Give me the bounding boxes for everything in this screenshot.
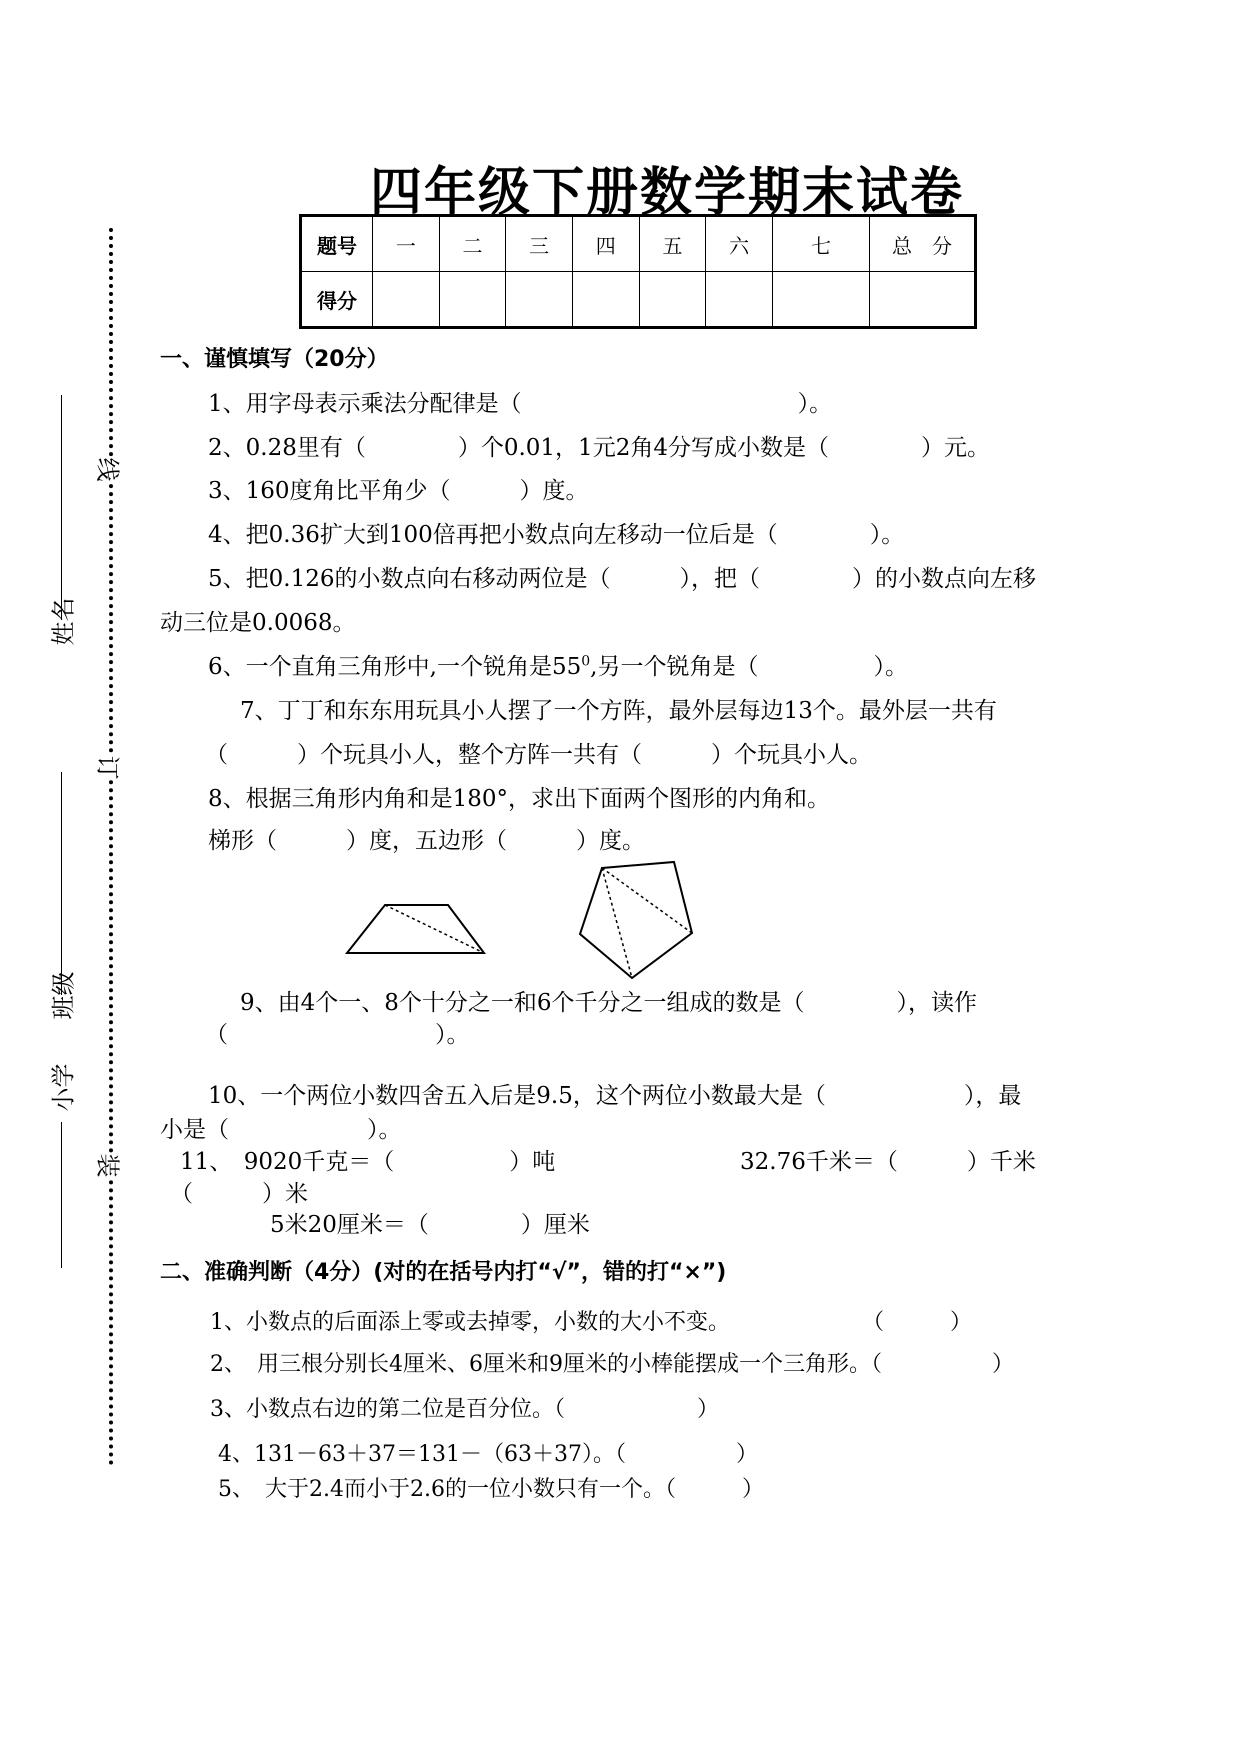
- question-2-5: 5、 大于2.4而小于2.6的一位小数只有一个。（ ）: [218, 1477, 764, 1502]
- trapezoid-diagonal: [385, 905, 484, 953]
- score-column-header: 四: [572, 216, 639, 272]
- question-2-3: 3、小数点右边的第二位是百分位。（ ）: [210, 1397, 719, 1422]
- question-1-11-part3: （ ）米: [170, 1181, 308, 1207]
- score-table-row-label: 得分: [301, 272, 373, 328]
- score-table-row-label: 题号: [301, 216, 373, 272]
- section1-heading: 一、谨慎填写（20分）: [160, 347, 389, 372]
- question-1-11-part2: 32.76千米＝（ ）千米: [740, 1149, 1036, 1175]
- question-1-10-line1: 10、一个两位小数四舍五入后是9.5，这个两位小数最大是（ ），最: [208, 1083, 1022, 1109]
- question-1-8-line1: 8、根据三角形内角和是180°，求出下面两个图形的内角和。: [208, 786, 831, 812]
- question-1-11-part1: 11、 9020千克＝（ ）吨: [180, 1149, 556, 1175]
- score-column-header: 二: [439, 216, 506, 272]
- question-1-6-part1: 6、一个直角三角形中,一个锐角是55: [208, 654, 582, 680]
- question-1-9-line2: （ ）。: [205, 1022, 470, 1048]
- class-label: 班级: [49, 971, 78, 1020]
- page-title: 四年级下册数学期末试卷: [370, 163, 965, 223]
- question-1-5-line2: 动三位是0.0068。: [160, 610, 356, 636]
- binding-label-zhuang: 装: [93, 1154, 128, 1178]
- score-column-header: 七: [773, 216, 870, 272]
- question-1-10-line2: 小是（ ）。: [160, 1117, 402, 1143]
- question-2-4: 4、131－63＋37＝131－（63＋37）。（ ）: [218, 1442, 758, 1467]
- score-column-header: 三: [506, 216, 573, 272]
- question-1-1: 1、用字母表示乘法分配律是（ ）。: [208, 391, 833, 417]
- question-1-8-line2: 梯形（ ）度，五边形（ ）度。: [208, 828, 645, 854]
- question-1-2: 2、0.28里有（ ）个0.01，1元2角4分写成小数是（ ）元。: [208, 435, 990, 461]
- section2-heading: 二、准确判断（4分）(对的在括号内打“√”，错的打“×”): [160, 1260, 727, 1285]
- pentagon-figure: [580, 862, 692, 978]
- question-2-1: 1、小数点的后面添上零或去掉零，小数的大小不变。 （ ）: [210, 1310, 972, 1335]
- score-column-header: 总 分: [870, 216, 976, 272]
- trapezoid-outline: [347, 905, 484, 953]
- question-1-11-part4: 5米20厘米＝（ ）厘米: [270, 1212, 590, 1238]
- question-2-2: 2、 用三根分别长4厘米、6厘米和9厘米的小棒能摆成一个三角形。（ ）: [210, 1352, 1014, 1377]
- question-1-7-line1: 7、丁丁和东东用玩具小人摆了一个方阵，最外层每边13个。最外层一共有: [240, 698, 997, 724]
- name-label: 姓名: [49, 597, 78, 646]
- question-1-5-line1: 5、把0.126的小数点向右移动两位是（ ），把（ ）的小数点向左移: [208, 566, 1036, 592]
- degree-superscript: 0: [581, 653, 591, 670]
- question-1-4: 4、把0.36扩大到100倍再把小数点向左移动一位后是（ ）。: [208, 522, 905, 548]
- score-column-header: 一: [373, 216, 440, 272]
- question-1-6-part2: ,另一个锐角是（ ）。: [590, 654, 908, 680]
- school-label: 小学: [49, 1063, 78, 1112]
- score-column-header: 六: [706, 216, 773, 272]
- question-1-7-line2: （ ）个玩具小人，整个方阵一共有（ ）个玩具小人。: [205, 742, 872, 768]
- question-1-9-line1: 9、由4个一、8个十分之一和6个千分之一组成的数是（ ），读作: [240, 990, 978, 1016]
- question-1-3: 3、160度角比平角少（ ）度。: [208, 478, 589, 504]
- pentagon-diagonal-2: [602, 868, 632, 978]
- binding-label-xian: 线: [93, 458, 128, 482]
- score-column-header: 五: [639, 216, 706, 272]
- trapezoid-figure: [347, 905, 484, 953]
- pentagon-outline: [580, 862, 692, 978]
- binding-label-ding: 订: [93, 756, 128, 780]
